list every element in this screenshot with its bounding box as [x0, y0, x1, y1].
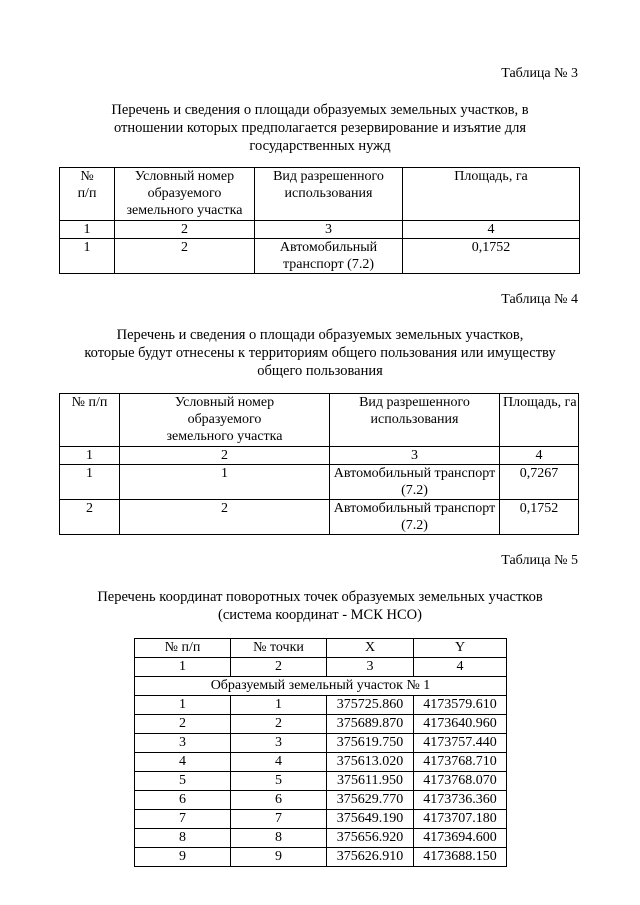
row-number: 3	[135, 734, 231, 753]
table-row	[135, 753, 507, 772]
table5-heading	[40, 588, 600, 624]
table4-header-area: Площадь, га	[500, 394, 579, 447]
table3-header-area: Площадь, га	[403, 168, 580, 221]
point-number: 7	[231, 810, 327, 829]
table5-group-row	[135, 677, 507, 696]
table5-header-number: № п/п	[135, 639, 231, 658]
table-row	[135, 772, 507, 791]
point-number: 1	[231, 696, 327, 715]
table5-caption: Таблица № 5	[501, 553, 578, 568]
table4-heading	[40, 326, 600, 380]
table3-heading-line: государственных нужд	[249, 138, 391, 154]
coordinate-x: 375619.750	[327, 734, 414, 753]
table3-numbering-cell: 1	[60, 221, 115, 239]
table5-header-x: X	[327, 639, 414, 658]
table3-numbering-cell: 4	[403, 221, 580, 239]
area: 0,1752	[500, 500, 579, 535]
coordinate-y: 4173640.960	[414, 715, 507, 734]
table3-numbering-cell: 3	[255, 221, 403, 239]
table3-heading	[40, 101, 600, 155]
table3-heading-line: отношении которых предполагается резервирование и изъятие для	[113, 120, 526, 136]
coordinate-y: 4173707.180	[414, 810, 507, 829]
coordinate-y: 4173579.610	[414, 696, 507, 715]
point-number: 5	[231, 772, 327, 791]
table-row	[135, 848, 507, 867]
use-type: Автомобильный транспорт (7.2)	[330, 500, 500, 535]
row-number: 5	[135, 772, 231, 791]
table3-caption: Таблица № 3	[501, 66, 578, 81]
table4-header-plot-id: Условный номер образуемого земельного участка	[120, 394, 330, 447]
plot-id: 2	[120, 500, 330, 535]
coordinate-x: 375611.950	[327, 772, 414, 791]
coordinate-y: 4173768.710	[414, 753, 507, 772]
table5-numbering-cell: 3	[327, 658, 414, 677]
coordinate-x: 375649.190	[327, 810, 414, 829]
coordinate-y: 4173757.440	[414, 734, 507, 753]
area: 0,1752	[403, 239, 580, 274]
table4-header-row	[60, 394, 579, 447]
use-type: Автомобильный транспорт (7.2)	[330, 465, 500, 500]
table5-numbering-cell: 4	[414, 658, 507, 677]
table4-caption: Таблица № 4	[501, 292, 578, 307]
table-row	[135, 829, 507, 848]
table-row	[60, 239, 580, 274]
row-number: 6	[135, 791, 231, 810]
table5-header-y: Y	[414, 639, 507, 658]
group-label: Образуемый земельный участок № 1	[135, 677, 507, 696]
area: 0,7267	[500, 465, 579, 500]
table-row	[135, 791, 507, 810]
coordinate-x: 375656.920	[327, 829, 414, 848]
table4-numbering-row	[60, 447, 579, 465]
row-number: 7	[135, 810, 231, 829]
coordinate-y: 4173694.600	[414, 829, 507, 848]
table-row	[135, 696, 507, 715]
table5-heading-line: (система координат - МСК НСО)	[218, 607, 422, 623]
table-row	[135, 810, 507, 829]
point-number: 3	[231, 734, 327, 753]
row-number: 4	[135, 753, 231, 772]
table4-heading-line: общего пользования	[257, 363, 383, 379]
table4-numbering-cell: 3	[330, 447, 500, 465]
table3-numbering-cell: 2	[115, 221, 255, 239]
table3-header-number: № п/п	[60, 168, 115, 221]
plot-id: 1	[120, 465, 330, 500]
plot-id: 2	[115, 239, 255, 274]
table5-body	[135, 696, 507, 867]
row-number: 8	[135, 829, 231, 848]
table-row	[60, 465, 579, 500]
table5-numbering-cell: 1	[135, 658, 231, 677]
row-number: 9	[135, 848, 231, 867]
table-row	[135, 734, 507, 753]
coordinate-x: 375689.870	[327, 715, 414, 734]
row-number: 2	[60, 500, 120, 535]
table-row	[135, 715, 507, 734]
coordinate-y: 4173736.360	[414, 791, 507, 810]
table5-numbering-row	[135, 658, 507, 677]
coordinate-x: 375626.910	[327, 848, 414, 867]
point-number: 2	[231, 715, 327, 734]
table4-header-number: № п/п	[60, 394, 120, 447]
table3-numbering-row	[60, 221, 580, 239]
table3-header-plot-id: Условный номер образуемого земельного участка	[115, 168, 255, 221]
table4-numbering-cell: 1	[60, 447, 120, 465]
table-row	[60, 500, 579, 535]
row-number: 1	[60, 239, 115, 274]
use-type: Автомобильный транспорт (7.2)	[255, 239, 403, 274]
table4-numbering-cell: 2	[120, 447, 330, 465]
table3	[59, 167, 580, 274]
row-number: 1	[60, 465, 120, 500]
point-number: 6	[231, 791, 327, 810]
coordinate-x: 375725.860	[327, 696, 414, 715]
table5-header-row	[135, 639, 507, 658]
point-number: 9	[231, 848, 327, 867]
coordinate-y: 4173768.070	[414, 772, 507, 791]
table5-numbering-cell: 2	[231, 658, 327, 677]
coordinate-y: 4173688.150	[414, 848, 507, 867]
point-number: 8	[231, 829, 327, 848]
coordinate-x: 375629.770	[327, 791, 414, 810]
row-number: 1	[135, 696, 231, 715]
table3-header-use-type: Вид разрешенного использования	[255, 168, 403, 221]
row-number: 2	[135, 715, 231, 734]
table4-heading-line: Перечень и сведения о площади образуемых земельных участков,	[116, 327, 524, 343]
table4-header-use-type: Вид разрешенного использования	[330, 394, 500, 447]
table5-heading-line: Перечень координат поворотных точек образуемых земельных участков	[97, 589, 543, 605]
point-number: 4	[231, 753, 327, 772]
table5-header-point: № точки	[231, 639, 327, 658]
table4-heading-line: которые будут отнесены к территориям общего пользования или имуществу	[84, 345, 556, 361]
table3-heading-line: Перечень и сведения о площади образуемых земельных участков, в	[111, 102, 529, 118]
table4-numbering-cell: 4	[500, 447, 579, 465]
table3-header-row	[60, 168, 580, 221]
coordinate-x: 375613.020	[327, 753, 414, 772]
table4	[59, 393, 579, 535]
table5	[134, 638, 507, 867]
